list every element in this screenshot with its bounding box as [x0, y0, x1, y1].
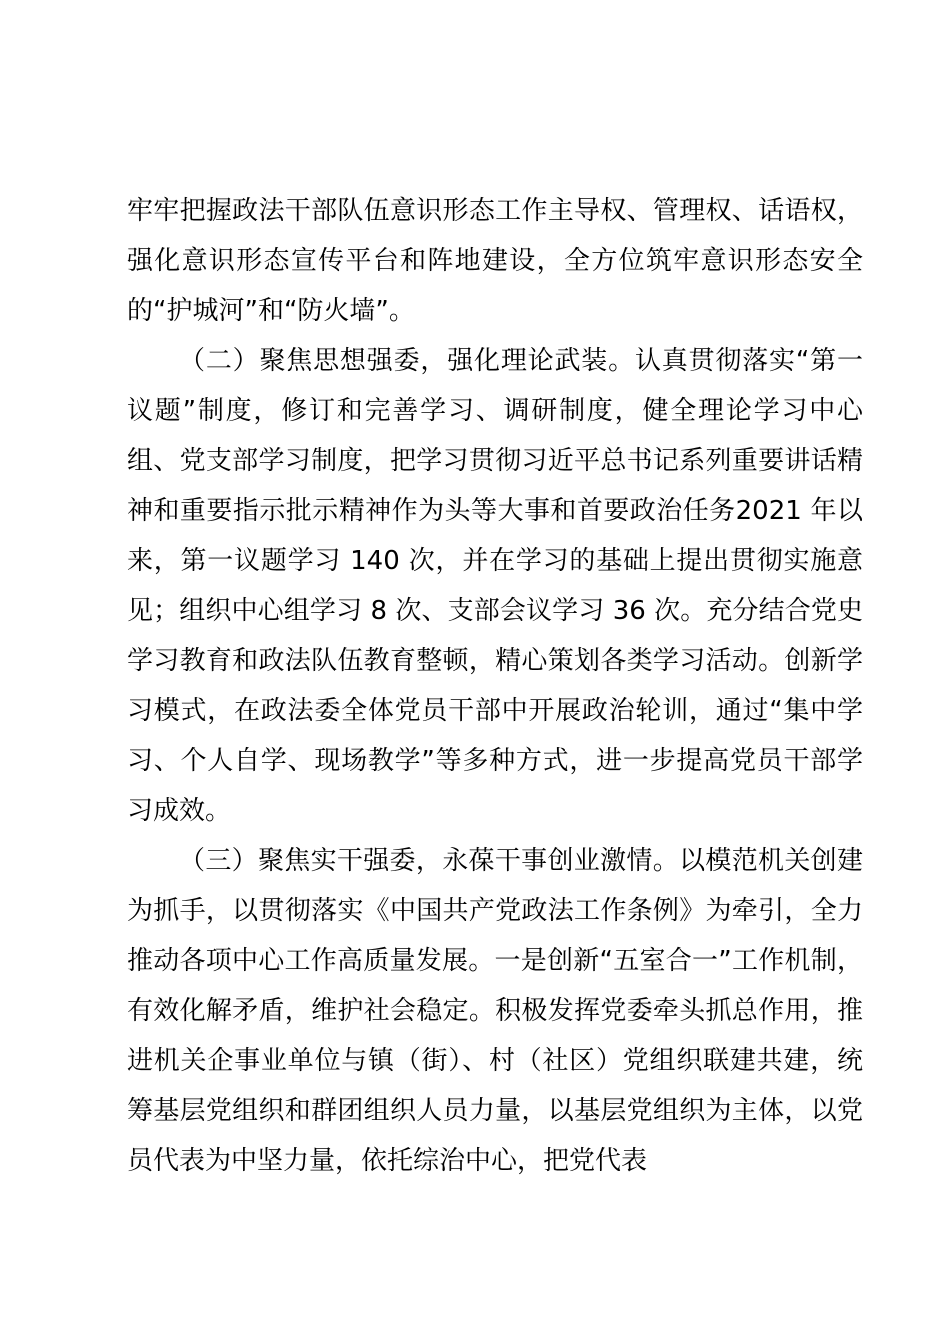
paragraph-theory-study: （二）聚焦思想强委，强化理论武装。认真贯彻落实“第一议题”制度，修订和完善学习、调研制度，健全理论学习中心组、党支部学习制度，把学习贯彻习近平总书记系列重要讲话精神和重要指示批示精神作为头等大事和首要政治任务2021 年以来，第一议题学习 140 次，并在学习的基础上提出贯彻实施意见；组织中心组学习 8 次、支部会议学习 36 次。充分结合党史学习教育和政法队伍教育整顿，精心策划各类学习活动。创新学习模式，在政法委全体党员干部中开展政治轮训，通过“集中学习、个人自学、现场教学”等多种方式，进一步提高党员干部学习成效。 [127, 346, 863, 826]
document-body [127, 186, 863, 1186]
paragraph-practical-work: （三）聚焦实干强委，永葆干事创业激情。以模范机关创建为抓手，以贯彻落实《中国共产党政法工作条例》为牵引，全力推动各项中心工作高质量发展。一是创新“五室合一”工作机制，有效化解矛盾，维护社会稳定。积极发挥党委牵头抓总作用，推进机关企事业单位与镇（街）、村（社区）党组织联建共建，统筹基层党组织和群团组织人员力量，以基层党组织为主体，以党员代表为中坚力量，依托综治中心，把党代表 [127, 846, 863, 1176]
paragraph-ideology-security: 牢牢把握政法干部队伍意识形态工作主导权、管理权、话语权，强化意识形态宣传平台和阵地建设，全方位筑牢意识形态安全的“护城河”和“防火墙”。 [127, 196, 863, 326]
